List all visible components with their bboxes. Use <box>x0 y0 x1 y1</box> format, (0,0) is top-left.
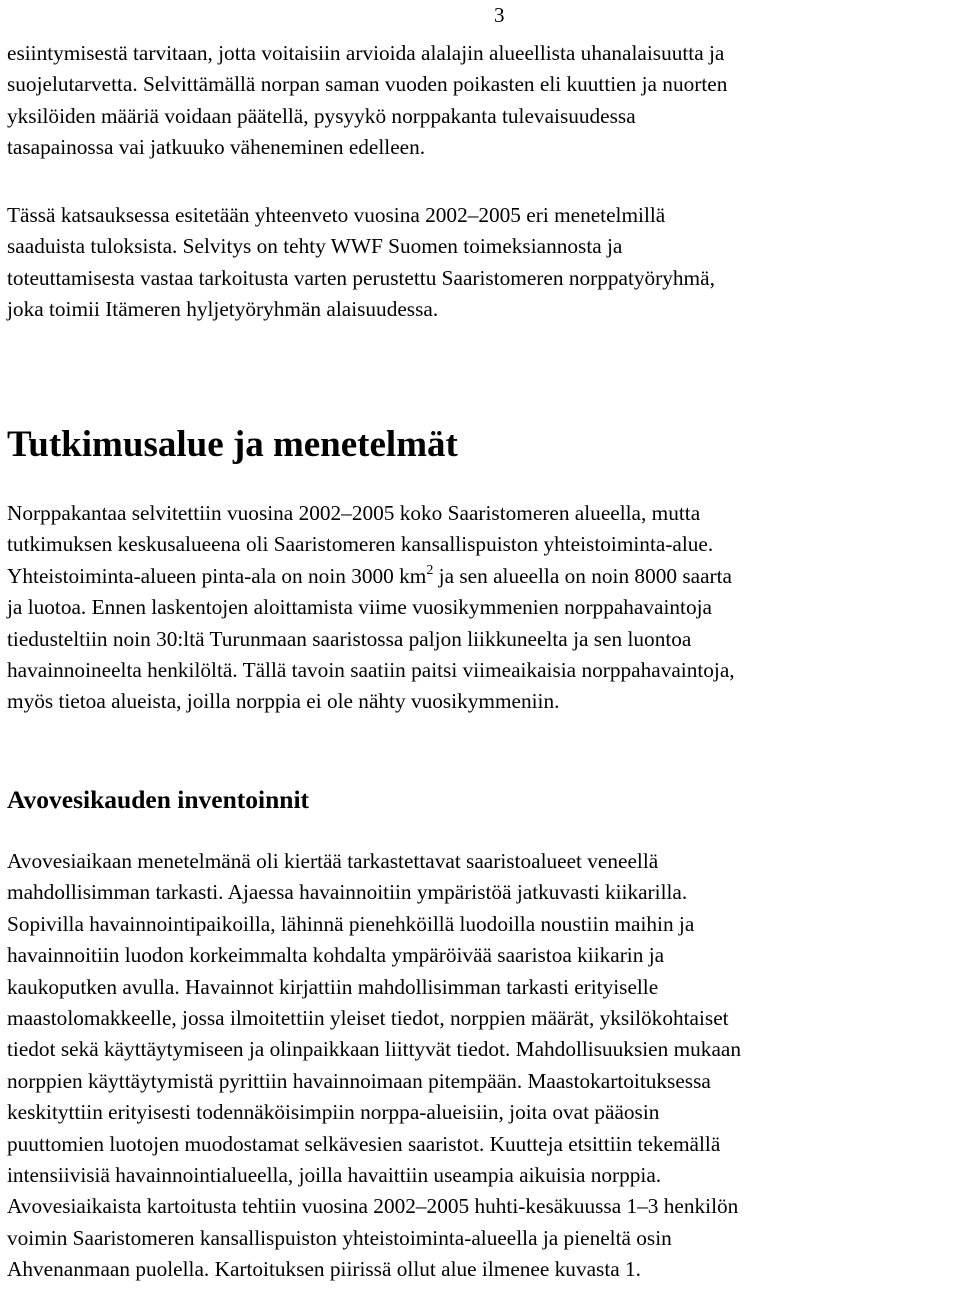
section-heading-open-water-inventories: Avovesikauden inventoinnit <box>7 785 310 814</box>
open-water-paragraph <box>7 846 953 1286</box>
text-line: kaukoputken avulla. Havainnot kirjattiin mahdollisimman tarkasti erityiselle <box>7 974 659 999</box>
text-line: keskityttiin erityisesti todennäköisimpiin norppa-alueisiin, joita ovat pääosin <box>7 1100 660 1125</box>
research-area-paragraph <box>7 498 953 718</box>
text-line: havainnoitiin luodon korkeimmalta kohdalta ympäröivää saaristoa kiikarin ja <box>7 943 665 968</box>
page-number: 3 <box>494 3 505 27</box>
text-line: norppien käyttäytymistä pyrittiin havainnoimaan pitempään. Maastokartoituksessa <box>7 1068 711 1093</box>
intro-paragraph-1 <box>7 38 953 164</box>
area-text-before: Yhteistoiminta-alueen pinta-ala on noin 3000 km <box>7 563 427 588</box>
intro-paragraph-2 <box>7 200 953 326</box>
text-line: Tässä katsauksessa esitetään yhteenveto vuosina 2002–2005 eri menetelmillä <box>7 203 666 227</box>
text-line: voimin Saaristomeren kansallispuiston yhteistoiminta-alueella ja pieneltä osin <box>7 1225 672 1250</box>
text-line: suojelutarvetta. Selvittämällä norpan saman vuoden poikasten eli kuuttien ja nuorten <box>7 72 728 97</box>
text-line: Norppakantaa selvitettiin vuosina 2002–2005 koko Saaristomeren alueella, mutta <box>7 501 701 525</box>
text-line: intensiivisiä havainnointialueella, joilla havaittiin useampia aikuisia norppia. <box>7 1163 662 1188</box>
text-line: Avovesiaikaista kartoitusta tehtiin vuosina 2002–2005 huhti-kesäkuussa 1–3 henkilön <box>7 1194 739 1219</box>
text-line: Avovesiaikaan menetelmänä oli kiertää tarkastettavat saaristoalueet veneellä <box>7 849 659 873</box>
text-line: Sopivilla havainnointipaikoilla, lähinnä pienehköillä luodoilla noustiin maihin ja <box>7 911 695 936</box>
text-line: yksilöiden määriä voidaan päätellä, pysyykö norppakanta tulevaisuudessa <box>7 103 636 128</box>
text-line: saaduista tuloksista. Selvitys on tehty WWF Suomen toimeksiannosta ja <box>7 234 623 259</box>
text-line: ja luotoa. Ennen laskentojen aloittamista viime vuosikymmenien norppahavaintoja <box>7 595 712 620</box>
text-line: tasapainossa vai jatkuuko väheneminen edelleen. <box>7 135 426 160</box>
area-line <box>7 561 953 592</box>
text-line: joka toimii Itämeren hyljetyöryhmän alaisuudessa. <box>7 297 439 322</box>
section-heading-research-area: Tutkimusalue ja menetelmät <box>7 424 458 465</box>
text-line: puuttomien luotojen muodostamat selkävesien saaristot. Kuutteja etsittiin tekemällä <box>7 1131 721 1156</box>
area-superscript: 2 <box>426 562 434 578</box>
text-line: maastolomakkeelle, jossa ilmoitettiin yleiset tiedot, norppien määrät, yksilökohtaiset <box>7 1006 729 1031</box>
text-line: tiedot sekä käyttäytymiseen ja olinpaikkaan liittyvät tiedot. Mahdollisuuksien mukaan <box>7 1037 741 1062</box>
text-line: tiedusteltiin noin 30:ltä Turunmaan saaristossa paljon liikkuneelta ja sen luontoa <box>7 626 692 651</box>
text-line: Ahvenanmaan puolella. Kartoituksen piirissä ollut alue ilmenee kuvasta 1. <box>7 1257 641 1282</box>
text-line: mahdollisimman tarkasti. Ajaessa havainnoitiin ympäristöä jatkuvasti kiikarilla. <box>7 880 688 905</box>
text-line: myös tietoa alueista, joilla norppia ei ole nähty vuosikymmeniin. <box>7 689 560 714</box>
text-line: esiintymisestä tarvitaan, jotta voitaisiin arvioida alalajin alueellista uhanalaisuutta ja <box>7 41 725 65</box>
text-line: havainnoineelta henkilöltä. Tällä tavoin saatiin paitsi viimeaikaisia norppahavaintoja, <box>7 658 735 683</box>
text-line: tutkimuksen keskusalueena oli Saaristomeren kansallispuiston yhteistoiminta-alue. <box>7 532 714 557</box>
text-line: toteuttamisesta vastaa tarkoitusta varten perustettu Saaristomeren norppatyöryhmä, <box>7 265 715 290</box>
area-text-after: ja sen alueella on noin 8000 saarta <box>433 563 732 588</box>
